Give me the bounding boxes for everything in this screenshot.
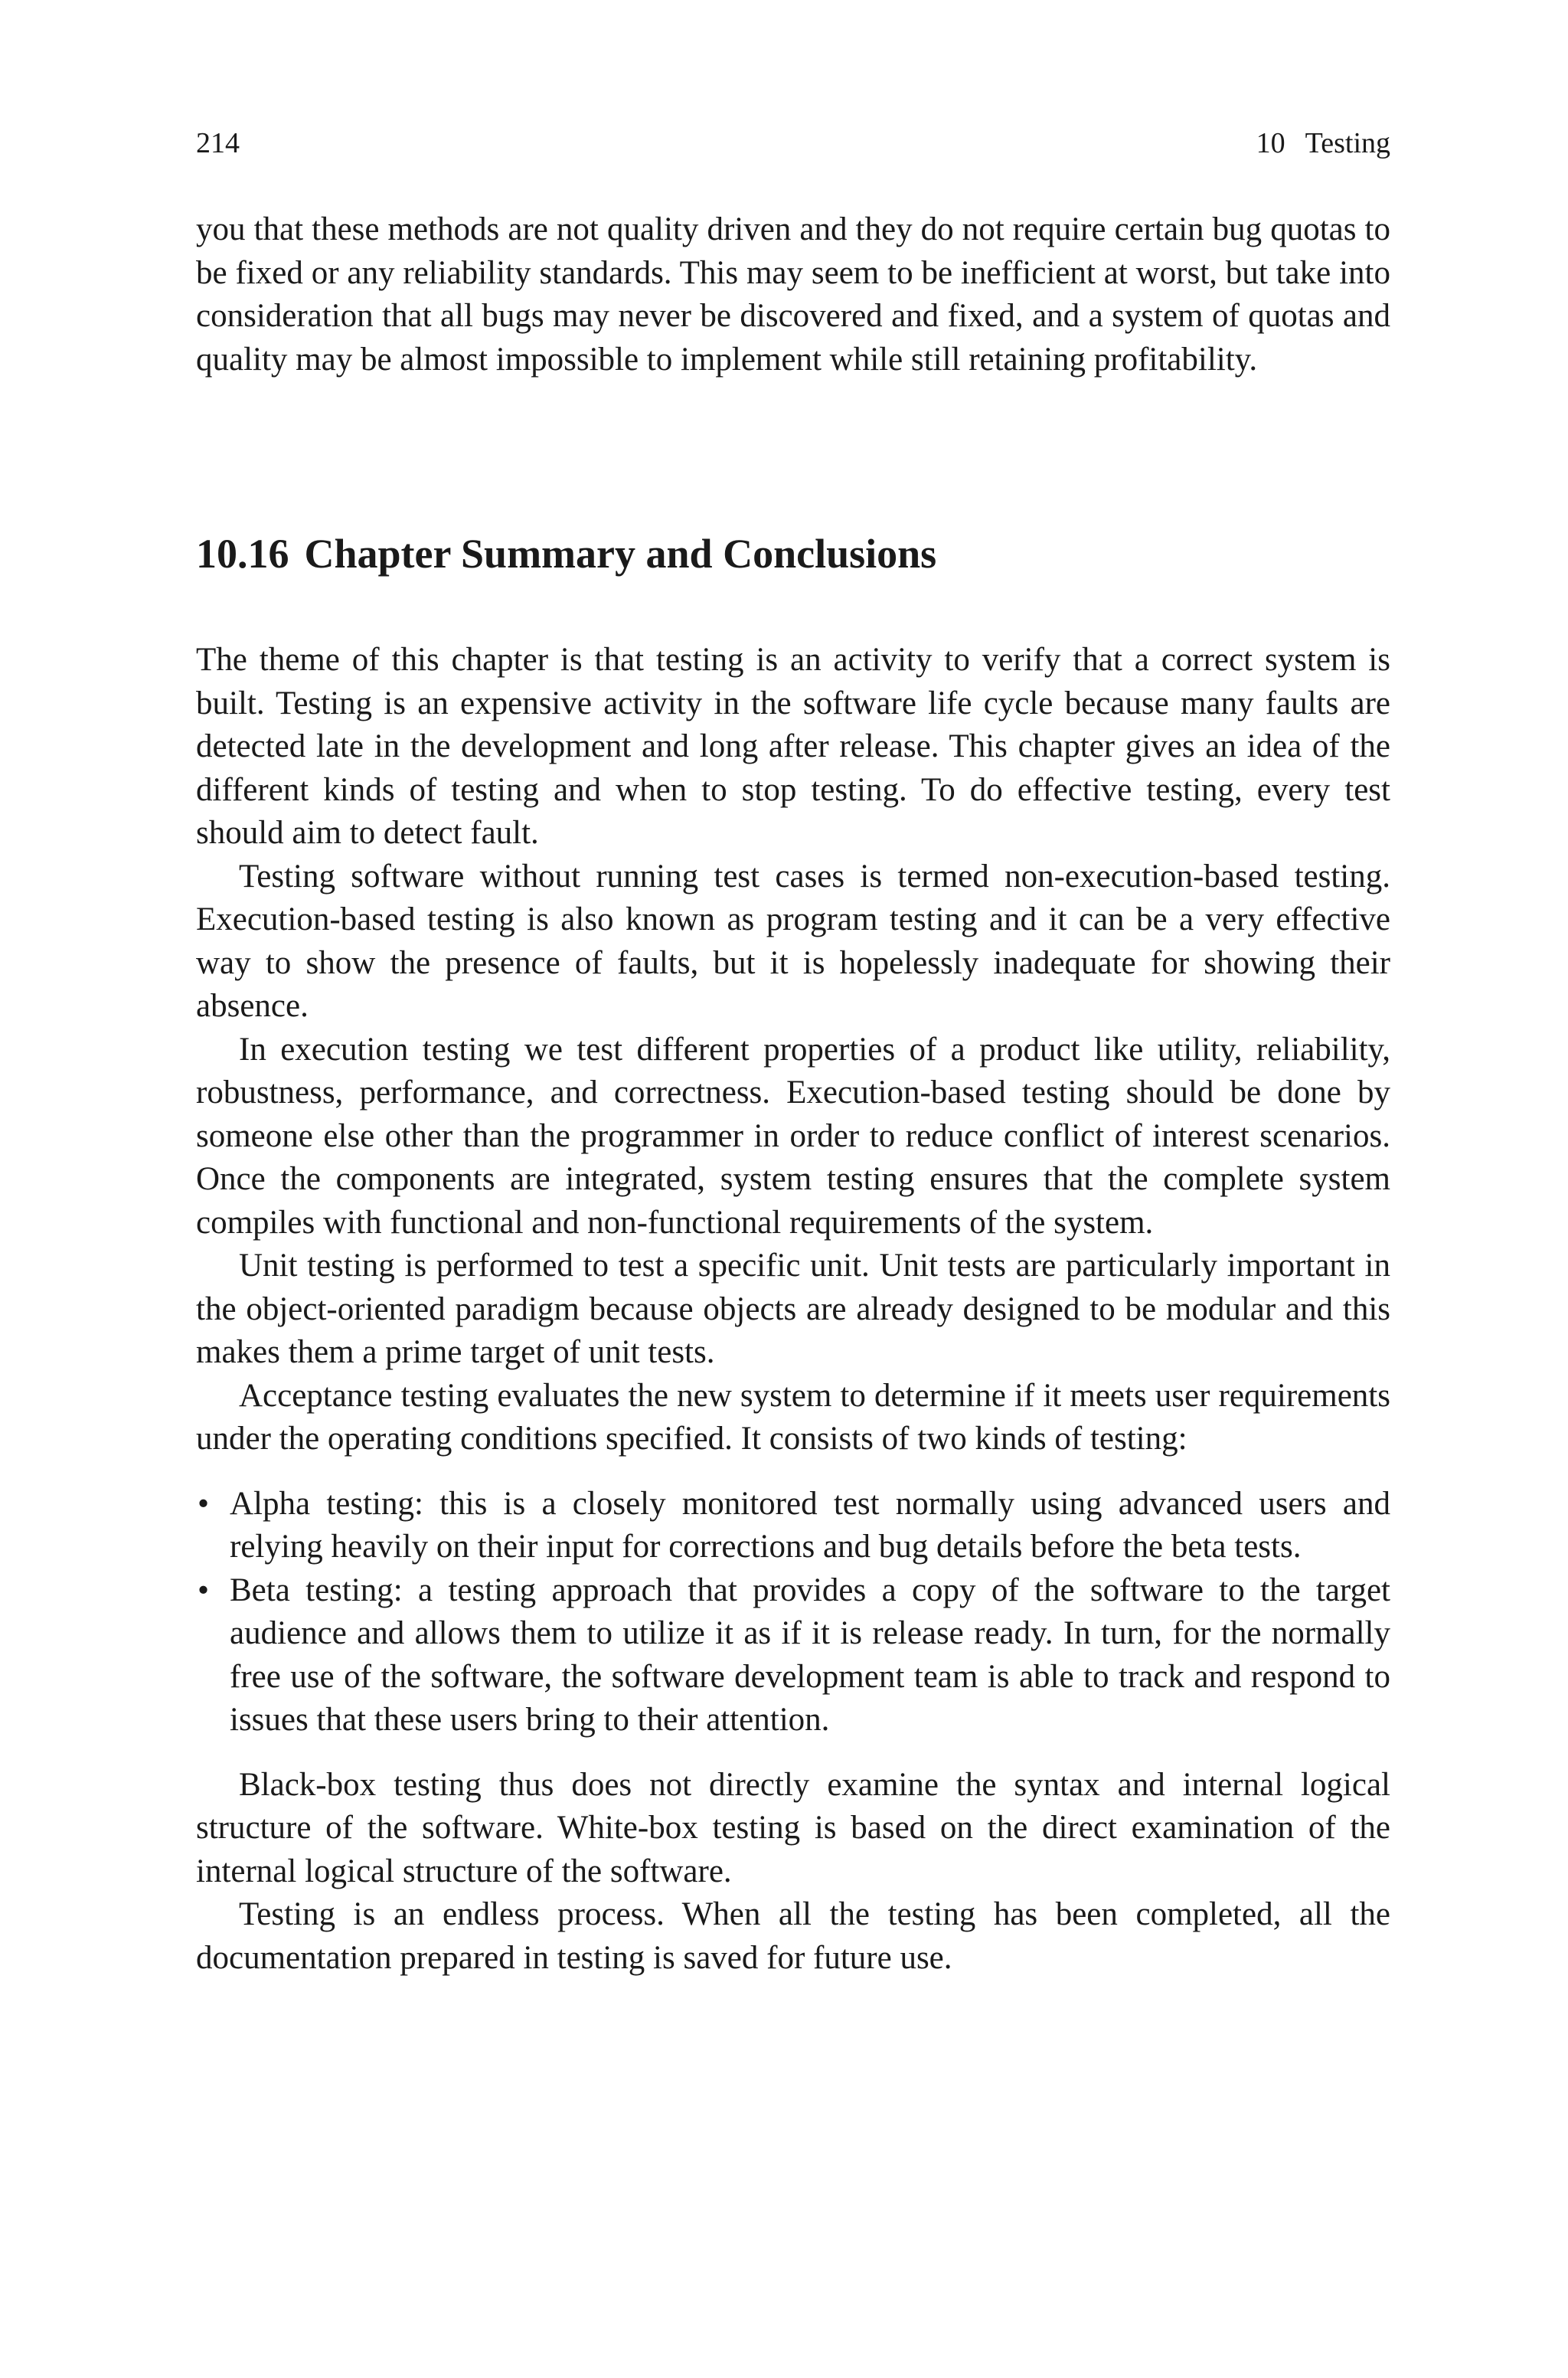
body-paragraph: The theme of this chapter is that testing is an activity to verify that a correct system is built. Testing is an expensive activity in the software life cycle because many faults are detected late in the development and long after release. This chapter gives an idea of the different kinds of testing and when to stop testing. To do effective testing, every test should aim to detect fault. <box>196 642 1390 851</box>
body-paragraph: Testing software without running test cases is termed non-execution-based testing. Execution-based testing is also known as program testing and it can be a very effective way to show the presence of faults, but it is hopelessly inadequate for showing their absence. <box>196 858 1390 1024</box>
page-number: 214 <box>196 127 240 159</box>
chapter-reference <box>1256 124 1390 162</box>
list-item-text: Alpha testing: this is a closely monitored test normally using advanced users and relying heavily on their input for corrections and bug details before the beta tests. <box>230 1485 1390 1565</box>
body-paragraph: Unit testing is performed to test a specific unit. Unit tests are particularly important in the object-oriented paradigm because objects are already designed to be modular and this makes them a prime target of unit tests. <box>196 1248 1390 1370</box>
intro-paragraph: you that these methods are not quality driven and they do not require certain bug quotas to be fixed or any reliability standards. This may seem to be inefficient at worst, but take into consideration that all bugs may never be discovered and fixed, and a system of quotas and quality may be almost impossible to implement while still retaining profitability. <box>196 211 1390 378</box>
bullet-icon: • <box>198 1572 210 1608</box>
section-title: Chapter Summary and Conclusions <box>304 531 937 577</box>
chapter-title: Testing <box>1305 127 1390 159</box>
bullet-icon: • <box>198 1485 210 1522</box>
body-paragraph: Acceptance testing evaluates the new system to determine if it meets user requirements under the operating conditions specified. It consists of two kinds of testing: <box>196 1377 1390 1457</box>
list-item <box>196 1569 1390 1742</box>
running-header <box>196 124 1390 162</box>
list-item-text: Beta testing: a testing approach that provides a copy of the software to the target audience and allows them to utilize it as if it is release ready. In turn, for the normally free use of the software, the software development team is able to track and respond to issues that these users bring to their attention. <box>230 1572 1390 1738</box>
list-item <box>196 1483 1390 1569</box>
body-paragraph: Testing is an endless process. When all the testing has been completed, all the documentation prepared in testing is saved for future use. <box>196 1896 1390 1976</box>
body-paragraph: Black-box testing thus does not directly examine the syntax and internal logical structure of the software. White-box testing is based on the direct examination of the internal logical structure of the software. <box>196 1766 1390 1889</box>
section-body <box>196 639 1390 1980</box>
section-heading <box>196 527 1390 581</box>
bullet-list <box>196 1483 1390 1742</box>
chapter-number: 10 <box>1256 127 1285 159</box>
section-number: 10.16 <box>196 531 289 577</box>
body-paragraph: In execution testing we test different properties of a product like utility, reliability, robustness, performance, and correctness. Execution-based testing should be done by someone else other than the programmer in order to reduce conflict of interest scenarios. Once the components are integrated, system testing ensures that the complete system compiles with functional and non-functional requirements of the system. <box>196 1031 1390 1241</box>
